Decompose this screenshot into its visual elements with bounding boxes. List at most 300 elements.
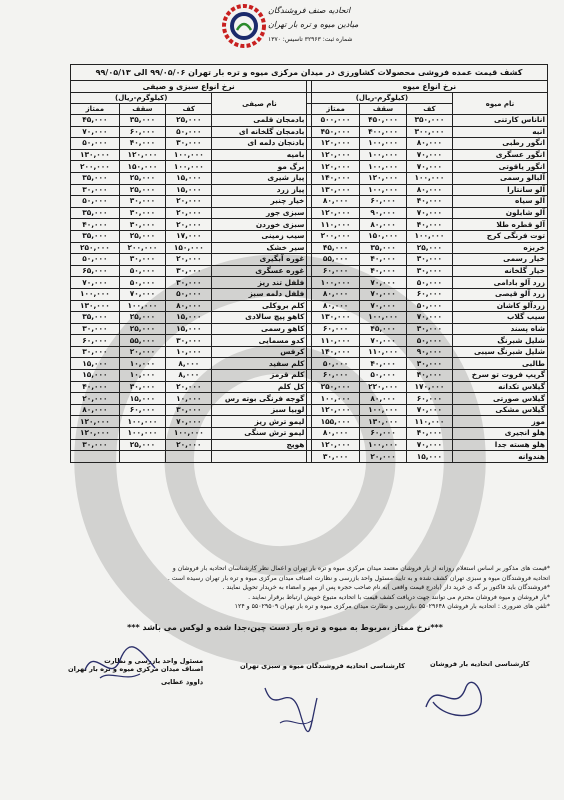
fruit-name: شاه پسند bbox=[453, 323, 548, 335]
veg-min-price bbox=[166, 451, 212, 463]
fruit-max-price: ۱۰۰,۰۰۰ bbox=[360, 439, 406, 451]
fruit-premium-price: ۱۰۰,۰۰۰ bbox=[311, 393, 360, 405]
union-logo bbox=[222, 4, 266, 48]
fruit-name: زرد آلو بادامی bbox=[453, 277, 548, 289]
fruit-max-price: ۱۰۰,۰۰۰ bbox=[360, 312, 406, 324]
fruit-max-price: ۶۰,۰۰۰ bbox=[360, 428, 406, 440]
fruit-premium-price: ۱۳۰,۰۰۰ bbox=[311, 184, 360, 196]
veg-max-price: ۶۰,۰۰۰ bbox=[119, 404, 165, 416]
veg-name: بادمجان گلخانه ای bbox=[212, 126, 307, 138]
veg-min-price: ۳۰,۰۰۰ bbox=[166, 277, 212, 289]
fruit-name: انبه bbox=[453, 126, 548, 138]
fruit-name: خیار رسمی bbox=[453, 254, 548, 266]
fruit-max-price: ۷۰,۰۰۰ bbox=[360, 335, 406, 347]
veg-min-header: کف bbox=[166, 104, 212, 115]
fruit-name: انگور رطبی bbox=[453, 138, 548, 150]
fruit-min-price: ۶۰,۰۰۰ bbox=[406, 288, 452, 300]
table-row bbox=[71, 254, 548, 266]
fruit-name: هلو هسته جدا bbox=[453, 439, 548, 451]
fruit-max-price: ۱۵۰,۰۰۰ bbox=[360, 230, 406, 242]
note-line: *تلفن های ضروری : اتحادیه بار فروشان ۵۵۰۲۹۶۴۸ ،بازرسی و نظارت میدان مرکزی میوه و تره بار تهران ۵۵۰۲۹۵۰۹ و ۱۲۴ bbox=[234, 603, 550, 611]
veg-max-price: ۶۰,۰۰۰ bbox=[119, 126, 165, 138]
fruit-min-price: ۳۵۰,۰۰۰ bbox=[406, 115, 452, 127]
fruit-premium-price: ۵۰,۰۰۰ bbox=[311, 358, 360, 370]
fruit-name: اناناس کارتنی bbox=[453, 115, 548, 127]
veg-min-price: ۲۰,۰۰۰ bbox=[166, 207, 212, 219]
fruit-min-price: ۹۰,۰۰۰ bbox=[406, 346, 452, 358]
fruit-premium-price: ۲۰۰,۰۰۰ bbox=[311, 230, 360, 242]
table-row bbox=[71, 416, 548, 428]
notes-block bbox=[42, 564, 550, 612]
veg-name: فلفل دلمه سبز bbox=[212, 288, 307, 300]
table-row bbox=[71, 149, 548, 161]
table-row bbox=[71, 346, 548, 358]
veg-premium-price: ۵۰,۰۰۰ bbox=[71, 196, 120, 208]
veg-max-price: ۳۰,۰۰۰ bbox=[119, 254, 165, 266]
veg-name: کلم بروکلی bbox=[212, 300, 307, 312]
veg-premium-price: ۷۰,۰۰۰ bbox=[71, 277, 120, 289]
veg-max-price: ۷۰,۰۰۰ bbox=[119, 288, 165, 300]
org-name-line1: اتحادیه صنف فروشندگان bbox=[268, 6, 351, 15]
fruit-min-price: ۳۰,۰۰۰ bbox=[406, 323, 452, 335]
fruit-premium-price: ۱۲۰,۰۰۰ bbox=[311, 207, 360, 219]
veg-name: فلفل تند ریز bbox=[212, 277, 307, 289]
veg-max-price: ۱۰,۰۰۰ bbox=[119, 358, 165, 370]
table-row bbox=[71, 219, 548, 231]
fruit-min-price: ۵۰,۰۰۰ bbox=[406, 300, 452, 312]
veg-premium-price: ۱۵,۰۰۰ bbox=[71, 370, 120, 382]
veg-max-price: ۱۰,۰۰۰ bbox=[119, 370, 165, 382]
fruit-name: سیب گلاب bbox=[453, 312, 548, 324]
veg-min-price: ۵۰,۰۰۰ bbox=[166, 288, 212, 300]
veg-max-price: ۲۵,۰۰۰ bbox=[119, 439, 165, 451]
fruit-min-price: ۷۰,۰۰۰ bbox=[406, 404, 452, 416]
table-row bbox=[71, 288, 548, 300]
veg-name: کل کلم bbox=[212, 381, 307, 393]
fruit-min-price: ۱۰۰,۰۰۰ bbox=[406, 172, 452, 184]
veg-min-price: ۲۵,۰۰۰ bbox=[166, 115, 212, 127]
veg-max-price: ۴۰,۰۰۰ bbox=[119, 138, 165, 150]
fruit-name: توت فرنگی کرج bbox=[453, 230, 548, 242]
fruit-min-price: ۶۰,۰۰۰ bbox=[406, 393, 452, 405]
veg-min-price: ۱۵,۰۰۰ bbox=[166, 172, 212, 184]
inspection-title: مسئول واحد بازرسی و نظارت bbox=[104, 657, 204, 665]
veg-max-price: ۲۰,۰۰۰ bbox=[119, 346, 165, 358]
fruit-min-price: ۸۰,۰۰۰ bbox=[406, 184, 452, 196]
veg-name: لیمو ترش سنگی bbox=[212, 428, 307, 440]
table-title: کشف قیمت عمده فروشی محصولات کشاورزی در میدان مرکزی میوه و تره بار تهران ۹۹/۰۵/۰۶ الی ۹۹/۰۵/۱۳ bbox=[71, 65, 548, 81]
veg-name: لوبیا سبز bbox=[212, 404, 307, 416]
veg-min-price: ۱۵,۰۰۰ bbox=[166, 184, 212, 196]
registration-line: شماره ثبت: ۳۲۹۶۳ تاسیس: ۱۳۷۰ bbox=[268, 36, 353, 43]
fruit-name: شلیل شبرنگ bbox=[453, 335, 548, 347]
table-row bbox=[71, 172, 548, 184]
fruit-name: زرد آلو قیصی bbox=[453, 288, 548, 300]
fruit-max-price: ۸۰,۰۰۰ bbox=[360, 219, 406, 231]
fruit-min-price: ۷۰,۰۰۰ bbox=[406, 312, 452, 324]
fruit-max-header: سقف bbox=[360, 104, 406, 115]
veg-premium-price: ۸۰,۰۰۰ bbox=[71, 404, 120, 416]
table-row bbox=[71, 242, 548, 254]
fruit-min-price: ۴۰,۰۰۰ bbox=[406, 219, 452, 231]
fruit-name: طالبی bbox=[453, 358, 548, 370]
fruit-min-price: ۸۰,۰۰۰ bbox=[406, 138, 452, 150]
fruit-max-price: ۱۰۰,۰۰۰ bbox=[360, 138, 406, 150]
fruit-max-price: ۵۰,۰۰۰ bbox=[360, 370, 406, 382]
veg-min-price: ۱۰,۰۰۰ bbox=[166, 393, 212, 405]
veg-name: غوره آبگیری bbox=[212, 254, 307, 266]
fruit-min-header: کف bbox=[406, 104, 452, 115]
veg-max-price: ۲۵,۰۰۰ bbox=[119, 312, 165, 324]
veg-max-price: ۱۵,۰۰۰ bbox=[119, 393, 165, 405]
veg-min-price: ۸۰,۰۰۰ bbox=[166, 300, 212, 312]
fruit-max-price: ۲۰,۰۰۰ bbox=[360, 451, 406, 463]
veg-max-price: ۳۰,۰۰۰ bbox=[119, 219, 165, 231]
fruit-max-price: ۴۰,۰۰۰ bbox=[360, 254, 406, 266]
fruit-min-price: ۴۰,۰۰۰ bbox=[406, 370, 452, 382]
inspector-name: داوود عطایی bbox=[161, 678, 204, 686]
veg-premium-price: ۱۵,۰۰۰ bbox=[71, 358, 120, 370]
veg-name: خیار چنبر bbox=[212, 196, 307, 208]
fruit-name-header: نام میوه bbox=[453, 93, 548, 115]
veg-name: سبزی خوردن bbox=[212, 219, 307, 231]
wholesalers-union-signature-title: کارشناسی اتحادیه بار فروشان bbox=[430, 660, 530, 668]
fruit-min-price: ۳۰,۰۰۰ bbox=[406, 265, 452, 277]
veg-max-price: ۱۵۰,۰۰۰ bbox=[119, 161, 165, 173]
fruit-max-price: ۱۱۰,۰۰۰ bbox=[360, 346, 406, 358]
fruit-max-price: ۱۳۰,۰۰۰ bbox=[360, 416, 406, 428]
veg-max-price: ۵۰,۰۰۰ bbox=[119, 277, 165, 289]
veg-name: بادنجان دلمه ای bbox=[212, 138, 307, 150]
veg-min-price: ۱۰۰,۰۰۰ bbox=[166, 149, 212, 161]
fruit-min-price: ۳۰,۰۰۰ bbox=[406, 358, 452, 370]
fruit-premium-price: ۳۰,۰۰۰ bbox=[311, 451, 360, 463]
fruit-name: گریپ فروت تو سرخ bbox=[453, 370, 548, 382]
veg-name: هویج bbox=[212, 439, 307, 451]
fruit-name: انگور یاقوتی bbox=[453, 161, 548, 173]
table-row bbox=[71, 335, 548, 347]
fruit-premium-price: ۴۵,۰۰۰ bbox=[311, 242, 360, 254]
veg-min-price: ۷۰,۰۰۰ bbox=[166, 416, 212, 428]
fruit-name: آلو شابلون bbox=[453, 207, 548, 219]
veg-premium-price: ۴۵,۰۰۰ bbox=[71, 115, 120, 127]
veg-max-price: ۲۵,۰۰۰ bbox=[119, 172, 165, 184]
fruit-premium-price: ۱۲۰,۰۰۰ bbox=[311, 149, 360, 161]
fruit-name: خیار گلخانه bbox=[453, 265, 548, 277]
fruit-name: گیلاس تکدانه bbox=[453, 381, 548, 393]
veg-min-price: ۳۰,۰۰۰ bbox=[166, 404, 212, 416]
fruit-min-price: ۲۵,۰۰۰ bbox=[406, 242, 452, 254]
veg-name-header: نام صیفی bbox=[212, 93, 307, 115]
fruit-min-price: ۱۵,۰۰۰ bbox=[406, 451, 452, 463]
veg-max-price bbox=[119, 451, 165, 463]
fruit-max-price: ۱۰۰,۰۰۰ bbox=[360, 184, 406, 196]
veg-unit-label: (کیلوگرم-ریال) bbox=[71, 93, 212, 104]
fruit-name: هندوانه bbox=[453, 451, 548, 463]
veg-min-price: ۸,۰۰۰ bbox=[166, 370, 212, 382]
fruit-premium-price: ۱۳۰,۰۰۰ bbox=[311, 312, 360, 324]
fruit-min-price: ۷۰,۰۰۰ bbox=[406, 149, 452, 161]
veg-min-price: ۲۰,۰۰۰ bbox=[166, 439, 212, 451]
fruit-max-price: ۱۰۰,۰۰۰ bbox=[360, 149, 406, 161]
veg-premium-price: ۱۲۰,۰۰۰ bbox=[71, 428, 120, 440]
note-line: *فروشندگان باید فاکتور بر گه ی خرید دار (بادرج قیمت واقعی )به نام صاحب حجره پس از مهر و امضاء به خریدار تحویل نمایند . bbox=[222, 584, 550, 592]
fruit-premium-price: ۱۴۰,۰۰۰ bbox=[311, 172, 360, 184]
fruit-max-price: ۹۰,۰۰۰ bbox=[360, 207, 406, 219]
fruit-premium-price: ۶۰,۰۰۰ bbox=[311, 323, 360, 335]
fruit-premium-price: ۵۵,۰۰۰ bbox=[311, 254, 360, 266]
fruit-max-price: ۴۰,۰۰۰ bbox=[360, 358, 406, 370]
fruit-premium-price: ۱۲۰,۰۰۰ bbox=[311, 404, 360, 416]
veg-premium-price: ۶۵,۰۰۰ bbox=[71, 265, 120, 277]
veg-premium-price: ۳۰,۰۰۰ bbox=[71, 439, 120, 451]
veg-premium-price: ۳۰,۰۰۰ bbox=[71, 346, 120, 358]
veg-max-header: سقف bbox=[119, 104, 165, 115]
veg-min-price: ۸,۰۰۰ bbox=[166, 358, 212, 370]
fruit-min-price: ۷۰,۰۰۰ bbox=[406, 439, 452, 451]
table-row bbox=[71, 138, 548, 150]
fruit-min-price: ۵۰,۰۰۰ bbox=[406, 335, 452, 347]
veg-premium-price: ۳۵,۰۰۰ bbox=[71, 312, 120, 324]
fruit-premium-price: ۸۰,۰۰۰ bbox=[311, 428, 360, 440]
fruit-premium-price: ۶۰,۰۰۰ bbox=[311, 370, 360, 382]
note-line: *بار فروشان و میوه فروشان محترم می توانند جهت دریافت کشف قیمت با اتحادیه متبوع خویش ارتباط برقرار نمایند . bbox=[248, 593, 550, 601]
fruit-premium-price: ۲۵۰,۰۰۰ bbox=[311, 381, 360, 393]
fruit-name: گیلاس مشکی bbox=[453, 404, 548, 416]
table-row bbox=[71, 115, 548, 127]
fruit-premium-price: ۱۱۰,۰۰۰ bbox=[311, 219, 360, 231]
table-row bbox=[71, 300, 548, 312]
veg-min-price: ۳۰,۰۰۰ bbox=[166, 138, 212, 150]
note-line: اتحادیه فروشندگان میوه و سبزی تهران کشف شده و به تایید مسئول واحد بازرسی و نظارت اصناف میدان مرکزی میوه و تره بار تهران رسیده است . bbox=[167, 574, 550, 582]
veg-premium-price: ۵۰,۰۰۰ bbox=[71, 138, 120, 150]
veg-premium-price: ۲۰,۰۰۰ bbox=[71, 393, 120, 405]
veg-min-price: ۳۰,۰۰۰ bbox=[166, 265, 212, 277]
veg-min-price: ۲۰,۰۰۰ bbox=[166, 219, 212, 231]
veg-name: کلم سفید bbox=[212, 358, 307, 370]
veg-name: گوجه فرنگی بوته رس bbox=[212, 393, 307, 405]
fruit-name: شلیل شبرنگ سیبی bbox=[453, 346, 548, 358]
veg-premium-price: ۳۵,۰۰۰ bbox=[71, 172, 120, 184]
veg-premium-price: ۴۰,۰۰۰ bbox=[71, 381, 120, 393]
veg-name: غوره عسگری bbox=[212, 265, 307, 277]
veg-max-price: ۳۰,۰۰۰ bbox=[119, 196, 165, 208]
fruit-name: انگور عسگری bbox=[453, 149, 548, 161]
price-table bbox=[70, 64, 548, 463]
fruit-premium-price: ۱۲۰,۰۰۰ bbox=[311, 161, 360, 173]
table-row bbox=[71, 196, 548, 208]
fruit-premium-price: ۱۵۵,۰۰۰ bbox=[311, 416, 360, 428]
table-row bbox=[71, 358, 548, 370]
fruit-min-price: ۱۷۰,۰۰۰ bbox=[406, 381, 452, 393]
fruit-min-price: ۴۰,۰۰۰ bbox=[406, 428, 452, 440]
fruit-max-price: ۷۰,۰۰۰ bbox=[360, 300, 406, 312]
table-row bbox=[71, 207, 548, 219]
veg-min-price: ۱۰,۰۰۰ bbox=[166, 346, 212, 358]
veg-name: کاهو رسمی bbox=[212, 323, 307, 335]
veg-max-price: ۵۵,۰۰۰ bbox=[119, 335, 165, 347]
veg-min-price: ۱۵۰,۰۰۰ bbox=[166, 242, 212, 254]
veg-min-price: ۱۵,۰۰۰ bbox=[166, 323, 212, 335]
veg-premium-header: ممتاز bbox=[71, 104, 120, 115]
veg-max-price: ۱۰۰,۰۰۰ bbox=[119, 428, 165, 440]
note-line: *قیمت های مذکور بر اساس استعلام روزانه از بار فروشان معتمد میدان مرکزی میوه و تره بار تهران و اعمال نظر کارشناسان اتحادیه بار فروشان و bbox=[172, 565, 550, 572]
veg-name: کرفس bbox=[212, 346, 307, 358]
veg-max-price: ۱۰۰,۰۰۰ bbox=[119, 300, 165, 312]
veg-premium-price: ۱۳۰,۰۰۰ bbox=[71, 149, 120, 161]
fruit-premium-header: ممتاز bbox=[311, 104, 360, 115]
veg-premium-price: ۶۰,۰۰۰ bbox=[71, 335, 120, 347]
veg-premium-price: ۲۵۰,۰۰۰ bbox=[71, 242, 120, 254]
veg-premium-price bbox=[71, 451, 120, 463]
fruit-name: آلو سانتارا bbox=[453, 184, 548, 196]
fruit-premium-price: ۴۵۰,۰۰۰ bbox=[311, 126, 360, 138]
veg-name: پیاز شیری bbox=[212, 172, 307, 184]
inspection-subtitle: اصناف میدان مرکزی میوه و تره بار تهران bbox=[68, 665, 204, 673]
table-row bbox=[71, 404, 548, 416]
org-name-line2: میادین میوه و تره بار تهران bbox=[268, 20, 359, 29]
veg-max-price: ۳۵,۰۰۰ bbox=[119, 115, 165, 127]
veg-section-header: نرخ انواع سبزی و صیفی bbox=[71, 81, 307, 93]
table-row bbox=[71, 381, 548, 393]
fruit-premium-price: ۶۰,۰۰۰ bbox=[311, 265, 360, 277]
veg-name: کلم قرمز bbox=[212, 370, 307, 382]
premium-note: ***نرخ ممتاز ،مربوط به میوه و تره بار دست چین،جدا شده و لوکس می باشد *** bbox=[127, 623, 443, 632]
veg-name: سبزی جور bbox=[212, 207, 307, 219]
table-row bbox=[71, 230, 548, 242]
table-row bbox=[71, 323, 548, 335]
table-row bbox=[71, 312, 548, 324]
veg-min-price: ۵۰,۰۰۰ bbox=[166, 126, 212, 138]
fruit-premium-price: ۱۲۰,۰۰۰ bbox=[311, 439, 360, 451]
veg-name bbox=[212, 451, 307, 463]
veg-min-price: ۲۰,۰۰۰ bbox=[166, 381, 212, 393]
veg-min-price: ۱۰۰,۰۰۰ bbox=[166, 428, 212, 440]
veg-min-price: ۱۵,۰۰۰ bbox=[166, 312, 212, 324]
fruit-min-price: ۷۰,۰۰۰ bbox=[406, 161, 452, 173]
fruit-min-price: ۱۰۰,۰۰۰ bbox=[406, 230, 452, 242]
fruit-name: آلو سیاه bbox=[453, 196, 548, 208]
fruit-max-price: ۳۵,۰۰۰ bbox=[360, 242, 406, 254]
veg-premium-price: ۳۰,۰۰۰ bbox=[71, 184, 120, 196]
veg-min-price: ۲۰,۰۰۰ bbox=[166, 254, 212, 266]
fruit-name: آلبالو رسمی bbox=[453, 172, 548, 184]
fruit-premium-price: ۵۰۰,۰۰۰ bbox=[311, 115, 360, 127]
fruit-min-price: ۳۰,۰۰۰ bbox=[406, 254, 452, 266]
fruit-max-price: ۴۵,۰۰۰ bbox=[360, 323, 406, 335]
table-row bbox=[71, 370, 548, 382]
table-row bbox=[71, 451, 548, 463]
fruit-max-price: ۲۲۰,۰۰۰ bbox=[360, 381, 406, 393]
fruit-premium-price: ۱۲۰,۰۰۰ bbox=[311, 138, 360, 150]
table-row bbox=[71, 161, 548, 173]
veg-premium-price: ۱۰۰,۰۰۰ bbox=[71, 288, 120, 300]
fruit-unit-label: (کیلوگرم-ریال) bbox=[311, 93, 452, 104]
veg-min-price: ۳۰,۰۰۰ bbox=[166, 335, 212, 347]
fruit-name: زردآلو کاشان bbox=[453, 300, 548, 312]
fruit-min-price: ۱۱۰,۰۰۰ bbox=[406, 416, 452, 428]
veg-min-price: ۱۰۰,۰۰۰ bbox=[166, 161, 212, 173]
handwritten-signature bbox=[255, 668, 325, 738]
veg-max-price: ۱۲۰,۰۰۰ bbox=[119, 149, 165, 161]
fruit-max-price: ۴۵۰,۰۰۰ bbox=[360, 115, 406, 127]
fruit-premium-price: ۸۰,۰۰۰ bbox=[311, 288, 360, 300]
veg-max-price: ۲۰۰,۰۰۰ bbox=[119, 242, 165, 254]
veg-premium-price: ۳۵,۰۰۰ bbox=[71, 230, 120, 242]
fruit-name: موز bbox=[453, 416, 548, 428]
fruit-min-price: ۴۰,۰۰۰ bbox=[406, 196, 452, 208]
fruit-max-price: ۴۰,۰۰۰ bbox=[360, 265, 406, 277]
fruit-premium-price: ۱۱۰,۰۰۰ bbox=[311, 335, 360, 347]
veg-premium-price: ۳۰,۰۰۰ bbox=[71, 323, 120, 335]
fruit-min-price: ۷۰,۰۰۰ bbox=[406, 207, 452, 219]
fruit-max-price: ۴۰۰,۰۰۰ bbox=[360, 126, 406, 138]
veg-name: پیاز زرد bbox=[212, 184, 307, 196]
fruit-max-price: ۱۰۰,۰۰۰ bbox=[360, 161, 406, 173]
fruit-min-price: ۵۰,۰۰۰ bbox=[406, 277, 452, 289]
veg-name: کاهو پیچ سالادی bbox=[212, 312, 307, 324]
table-row bbox=[71, 393, 548, 405]
veg-premium-price: ۱۳۰,۰۰۰ bbox=[71, 300, 120, 312]
veg-max-price: ۲۵,۰۰۰ bbox=[119, 184, 165, 196]
fruit-max-price: ۱۲۰,۰۰۰ bbox=[360, 172, 406, 184]
fruit-name: هلو انجیری bbox=[453, 428, 548, 440]
fruit-max-price: ۶۰,۰۰۰ bbox=[360, 196, 406, 208]
veg-name: سیر خشک bbox=[212, 242, 307, 254]
fruit-premium-price: ۱۴۰,۰۰۰ bbox=[311, 346, 360, 358]
table-row bbox=[71, 277, 548, 289]
fruit-max-price: ۷۰,۰۰۰ bbox=[360, 277, 406, 289]
veg-max-price: ۳۰,۰۰۰ bbox=[119, 207, 165, 219]
fruit-section-header: نرخ انواع میوه bbox=[311, 81, 547, 93]
veg-name: برگ مو bbox=[212, 161, 307, 173]
veg-max-price: ۲۵,۰۰۰ bbox=[119, 323, 165, 335]
fruit-name: آلو قطره طلا bbox=[453, 219, 548, 231]
veg-min-price: ۱۷,۰۰۰ bbox=[166, 230, 212, 242]
table-row bbox=[71, 439, 548, 451]
veg-min-price: ۲۰,۰۰۰ bbox=[166, 196, 212, 208]
veg-name: سیب زمینی bbox=[212, 230, 307, 242]
veg-max-price: ۲۵,۰۰۰ bbox=[119, 230, 165, 242]
veg-max-price: ۱۰۰,۰۰۰ bbox=[119, 416, 165, 428]
fruit-max-price: ۱۰۰,۰۰۰ bbox=[360, 404, 406, 416]
fruit-max-price: ۸۰,۰۰۰ bbox=[360, 393, 406, 405]
table-row bbox=[71, 265, 548, 277]
veg-max-price: ۳۰,۰۰۰ bbox=[119, 381, 165, 393]
fruit-max-price: ۷۰,۰۰۰ bbox=[360, 288, 406, 300]
veg-premium-price: ۲۰۰,۰۰۰ bbox=[71, 161, 120, 173]
veg-premium-price: ۷۰,۰۰۰ bbox=[71, 126, 120, 138]
veg-name: بادمجان قلمی bbox=[212, 115, 307, 127]
fruit-premium-price: ۱۰۰,۰۰۰ bbox=[311, 277, 360, 289]
fruit-premium-price: ۸۰,۰۰۰ bbox=[311, 196, 360, 208]
table-row bbox=[71, 126, 548, 138]
vendors-union-signature-title: کارشناسی اتحادیه فروشندگان میوه و سبزی تهران bbox=[240, 662, 405, 670]
veg-name: بامیه bbox=[212, 149, 307, 161]
veg-premium-price: ۳۵,۰۰۰ bbox=[71, 207, 120, 219]
fruit-name: خربزه bbox=[453, 242, 548, 254]
veg-premium-price: ۵۰,۰۰۰ bbox=[71, 254, 120, 266]
handwritten-signature bbox=[80, 640, 160, 690]
veg-premium-price: ۴۰,۰۰۰ bbox=[71, 219, 120, 231]
handwritten-signature bbox=[418, 672, 498, 722]
veg-max-price: ۵۰,۰۰۰ bbox=[119, 265, 165, 277]
veg-premium-price: ۱۲۰,۰۰۰ bbox=[71, 416, 120, 428]
fruit-min-price: ۳۰۰,۰۰۰ bbox=[406, 126, 452, 138]
table-row bbox=[71, 428, 548, 440]
veg-name: کدو مسمایی bbox=[212, 335, 307, 347]
table-row bbox=[71, 184, 548, 196]
